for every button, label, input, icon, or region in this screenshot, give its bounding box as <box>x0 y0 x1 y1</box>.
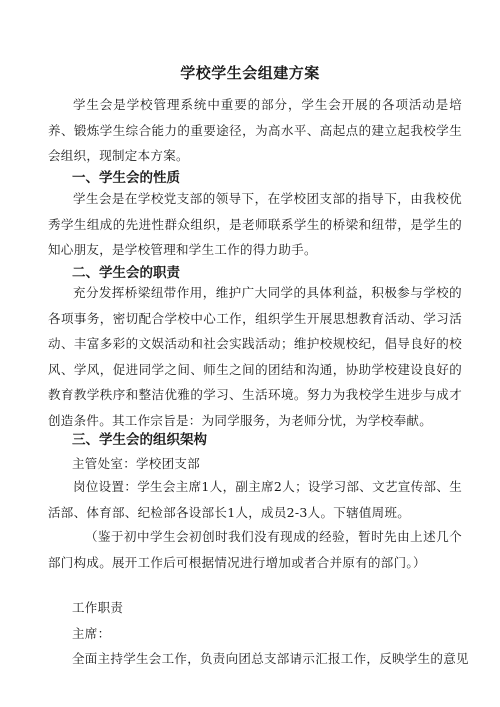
intro-paragraph: 学生会是学校管理系统中重要的部分，学生会开展的各项活动是培养、锻炼学生综合能力的重要途径，为高水平、高起点的建立起我校学生会组织，现制定本方案。 <box>48 97 462 163</box>
chair-duty-line: 全面主持学生会工作，负责向团总支部请示汇报工作，反映学生的意见 <box>72 651 469 666</box>
duties-label: 工作职责 <box>72 600 124 615</box>
section-heading-nature: 一、学生会的性质 <box>72 170 180 186</box>
chair-label: 主席： <box>72 626 111 641</box>
section-heading-structure: 三、学生会的组织架构 <box>72 432 207 448</box>
document-title: 学校学生会组建方案 <box>180 64 320 82</box>
note-paragraph: （鉴于初中学生会初创时我们没有现成的经验，暂时先由上述几个部门构成。展开工作后可根据情况进行增加或者合并原有的部门。） <box>48 529 462 570</box>
section-paragraph-nature: 学生会是在学校党支部的领导下，在学校团支部的指导下，由我校优秀学生组成的先进性群众组织，是老师联系学生的桥梁和纽带，是学生的知心朋友，是学校管理和学生工作的得力助手。 <box>48 191 462 257</box>
positions-paragraph: 岗位设置：学生会主席1人，副主席2人；设学习部、文艺宣传部、生活部、体育部、纪检部各设部长1人，成员2-3人。下辖值周班。 <box>48 479 462 520</box>
section-paragraph-duties: 充分发挥桥梁纽带作用，维护广大同学的具体利益，积极参与学校的各项事务，密切配合学校中心工作，组织学生开展思想教育活动、学习活动、丰富多彩的文娱活动和社会实践活动；维护校规校纪，倡导良好的校风、学风，促进同学之间、师生之间的团结和沟通，协助学校建设良好的教育教学秩序和整洁优雅的学习、生活环境。努力为我校学生进步与成才创造条件。其工作宗旨是：为同学服务，为老师分忧，为学校奉献。 <box>48 285 462 428</box>
section-heading-duties: 二、学生会的职责 <box>72 265 180 281</box>
supervisor-line: 主管处室：学校团支部 <box>72 456 201 471</box>
